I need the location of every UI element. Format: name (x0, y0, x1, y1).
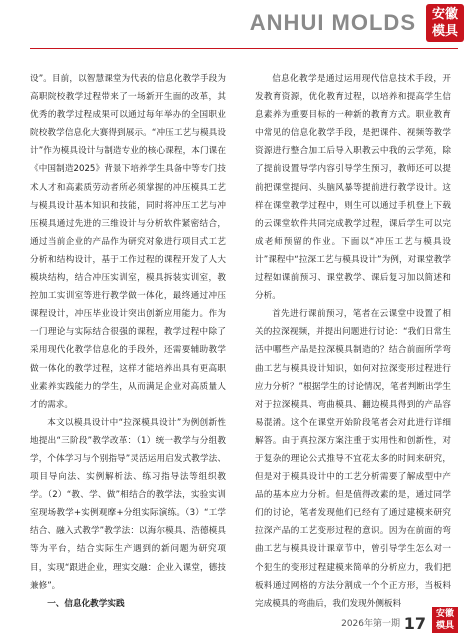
section-heading: 一、信息化教学实践 (47, 598, 125, 609)
footer-logo-line-2: 模具 (435, 621, 454, 631)
issue-label: 2026年第一期 (341, 619, 400, 629)
right-column (255, 70, 451, 613)
left-column (30, 70, 226, 613)
header-rule (30, 48, 458, 49)
right-paragraph-1: 信息化教学是通过运用现代信息技术手段，开发教育资源，优化教育过程，以培养和提高学生信息素养为重要目标的一种新的教育方式。职业教育中常见的信息化教学手段，是把课件、视频等教学资源进行整合加工后导入职教云中我的云学苑，除了提前设置导学内容引导学生预习，教师还可以提前把课堂提问、头脑风暴等提前进行教学设计。这样在课堂教学过程中，则生可以通过手机登上下载的云课堂软件共同完成教学过程，课后学生可以完成老师预留的作业。下面以“冲压工艺与模具设计”课程中“拉深工艺与模具设计”为例，对课堂教学过程如课前预习、课堂教学、课后复习加以简述和分析。 (255, 74, 451, 302)
page-header (0, 0, 472, 44)
magazine-brand: ANHUI MOLDS (249, 10, 416, 35)
right-paragraph-2: 首先进行课前预习，笔者在云课堂中设置了相关的拉深视频，并提出问题进行讨论：“我们日常生活中哪些产品是拉深模具制造的？结合前面所学弯曲工艺与模具设计知识，如何对拉深变形过程进行应力分析？”根据学生的讨论情况，笔者判断出学生对于拉深模具、弯曲模具、翻边模具得到的产品容易混淆。这个在课堂开始阶段笔者会对此进行详细解答。由于真拉深方案注重于实用性和创新性，对于复杂的理论公式推导不宜花太多的时间来研究，但是对于模具设计中的工艺分析需要了解成型中产品的基本应力分析。但是值得改素的是，通过同学们的讨论，笔者发现他们已经有了通过建模来研究拉深产品的工艺变形过程的意识。因为在前面的弯曲工艺与模具设计课章节中，曾引导学生怎么对一个犯生的变形过程建模来简单的分析应力，我们把板料通过网格的方法分割成一个个正方形，当板料完成模具的弯曲后，我们发现外侧板料 (255, 309, 451, 609)
logo-line-1: 安徽 (431, 7, 458, 22)
left-paragraph-1: 设”。目前，以智慧课堂为代表的信息化教学手段为高职院校教学过程带来了一场新开生面的改革，其优秀的教学过程成果可以通过每年举办的全国职业院校教学信息化大赛得到展示。“冲压工艺与模具设计”作为模具设计与制造专业的核心课程，本门课在《中国制造2025》背景下培养学生具备中等专门技术人才和高素质劳动者所必须掌握的冲压模具工艺与模具设计基本知识和技能，同时将冲压工艺与冲压模具通过先进的三维设计与分析软件紧密结合，通过当前企业的产品作为研究对象进行项目式工艺分析和结构设计，基于工作过程的课程开发了人大模块结构，结合冲压实训室，模具拆装实训室，教控加工实训室等进行教学做一体化，最终通过冲压课程设计，冲压毕业设计突出创新应用能力。作为一门理论与实际结合很强的课程，教学过程中除了采用现代化教学信息化的手段外，还需要辅助教学做一体化的教学过程，这样才能培养出具有更高职业素养实践能力的学生，从而满足企业对高质量人才的需求。 (30, 74, 226, 410)
footer-logo (432, 607, 458, 633)
magazine-logo (426, 4, 464, 42)
left-paragraph-2: 本文以模具设计中“拉深模具设计”为例创新性地提出“三阶段”教学改革：（1）统一教学与分组教学，个体学习与个别指导”灵活运用启发式教学法、项目导向法、实例解析法、练习指导法等组织教学。（2）“教、学、做”相结合的教学法，实验实训室现场教学+实例观摩+分组实际演练。（3）“工学结合、融入式教学”教学法：以海尔模具、浩德模具等为平台，结合实际生产遇到的新问题为研究项目，实现“跟进企业，理实交融：企业入课堂，德技兼修”。 (30, 417, 226, 591)
footer-logo-line-1: 安徽 (435, 609, 454, 619)
page-footer (0, 607, 472, 637)
logo-line-2: 模具 (431, 24, 458, 39)
page-number: 17 (403, 614, 426, 633)
